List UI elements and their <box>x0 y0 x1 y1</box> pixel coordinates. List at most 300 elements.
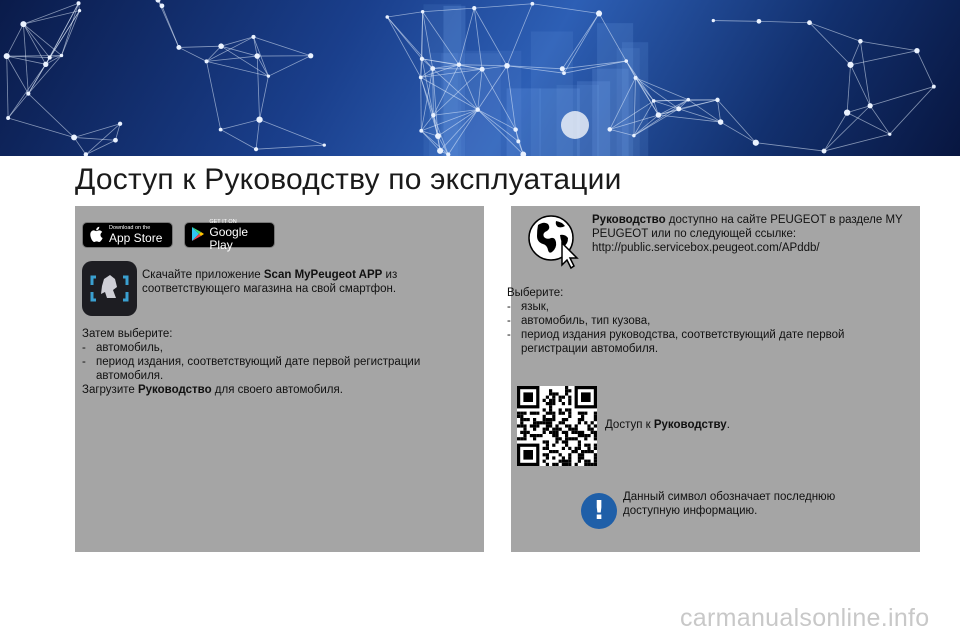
network-link <box>890 87 934 135</box>
qr-module <box>549 392 552 395</box>
qr-module <box>575 450 578 453</box>
network-node <box>160 3 165 8</box>
network-link <box>387 12 422 17</box>
app-download-text <box>142 268 462 296</box>
network-node <box>516 139 520 143</box>
qr-code-icon[interactable] <box>517 386 597 466</box>
qr-module <box>571 431 574 434</box>
network-link <box>256 145 324 149</box>
network-node <box>480 67 485 72</box>
qr-module <box>552 399 555 402</box>
network-node <box>504 63 510 69</box>
qr-module <box>543 428 546 431</box>
network-node <box>254 53 260 59</box>
qr-module <box>591 463 594 466</box>
network-link <box>74 137 115 140</box>
network-node <box>757 19 762 24</box>
network-node <box>807 20 812 25</box>
network-link <box>257 56 268 76</box>
qr-module <box>565 408 568 411</box>
qr-module <box>568 424 571 427</box>
qr-module <box>568 389 571 392</box>
qr-module <box>543 440 546 443</box>
list-item: - автомобиль, <box>82 341 442 355</box>
qr-module <box>555 450 558 453</box>
qr-module <box>575 431 578 434</box>
qr-module <box>520 424 523 427</box>
qr-text-bold: Руководству <box>653 419 727 431</box>
network-link <box>179 46 221 47</box>
qr-module <box>552 463 555 466</box>
network-link <box>74 124 120 138</box>
qr-module <box>552 431 555 434</box>
qr-module <box>565 463 568 466</box>
qr-module <box>578 440 581 443</box>
network-node <box>476 107 480 111</box>
qr-module <box>539 421 542 424</box>
qr-module <box>568 402 571 405</box>
qr-access-text <box>605 418 805 432</box>
select-block <box>507 286 897 356</box>
network-node <box>43 62 48 67</box>
qr-module <box>594 453 597 456</box>
qr-module <box>594 434 597 437</box>
qr-module <box>565 389 568 392</box>
qr-module <box>527 431 530 434</box>
qr-module <box>584 444 587 447</box>
qr-module <box>578 412 581 415</box>
qr-module <box>584 450 587 453</box>
google-play-big: Google Play <box>209 224 249 252</box>
globe-cursor-icon <box>526 213 584 271</box>
network-link <box>207 61 221 129</box>
network-node <box>560 66 565 71</box>
qr-module <box>559 460 562 463</box>
qr-module <box>533 434 536 437</box>
qr-module <box>549 402 552 405</box>
qr-module <box>581 456 584 459</box>
left-list <box>82 341 442 383</box>
qr-module <box>559 428 562 431</box>
network-node <box>753 140 759 146</box>
qr-module <box>546 396 549 399</box>
network-node <box>822 149 827 154</box>
qr-module <box>517 415 520 418</box>
network-node <box>530 2 534 6</box>
qr-module <box>549 431 552 434</box>
qr-finder <box>523 392 533 402</box>
network-link <box>474 4 532 8</box>
qr-module <box>517 437 520 440</box>
qr-module <box>568 447 571 450</box>
network-link <box>207 61 269 76</box>
qr-module <box>562 460 565 463</box>
qr-module <box>555 424 558 427</box>
network-link <box>851 41 861 65</box>
qr-module <box>575 463 578 466</box>
qr-module <box>587 450 590 453</box>
qr-module <box>552 396 555 399</box>
qr-module <box>549 450 552 453</box>
qr-module <box>568 437 571 440</box>
network-node <box>419 75 423 79</box>
qr-module <box>546 402 549 405</box>
qr-module <box>552 412 555 415</box>
building-shape <box>597 23 633 156</box>
qr-module <box>568 463 571 466</box>
network-link <box>810 23 861 42</box>
qr-module <box>533 412 536 415</box>
qr-module <box>581 453 584 456</box>
qr-module <box>568 428 571 431</box>
network-node <box>48 56 52 60</box>
qr-module <box>578 460 581 463</box>
network-link <box>253 37 310 56</box>
network-link <box>870 106 890 134</box>
network-node <box>113 138 118 143</box>
qr-module <box>568 399 571 402</box>
network-node <box>652 99 656 103</box>
qr-module <box>578 453 581 456</box>
qr-module <box>552 434 555 437</box>
right-list <box>507 300 897 356</box>
network-link <box>221 120 260 130</box>
network-node <box>624 59 628 63</box>
qr-module <box>594 463 597 466</box>
qr-module <box>543 418 546 421</box>
qr-module <box>594 444 597 447</box>
network-link <box>7 56 8 118</box>
qr-module <box>581 415 584 418</box>
qr-module <box>555 428 558 431</box>
network-node <box>421 10 424 13</box>
network-node <box>437 148 443 154</box>
app-text-part1: Скачайте приложение <box>142 269 264 281</box>
then-select-label: Затем выберите: <box>82 328 173 340</box>
qr-module <box>549 424 552 427</box>
network-node <box>205 59 209 63</box>
network-node <box>4 53 10 59</box>
network-link <box>179 47 207 61</box>
network-link <box>7 24 24 56</box>
qr-module <box>562 396 565 399</box>
network-link <box>851 51 917 65</box>
qr-text-part2: . <box>726 419 730 431</box>
qr-module <box>575 424 578 427</box>
network-link <box>253 37 257 56</box>
qr-module <box>562 418 565 421</box>
download-part2: для своего автомобиля. <box>211 384 343 396</box>
network-node <box>419 129 423 133</box>
qr-module <box>549 418 552 421</box>
network-node <box>596 10 602 16</box>
header-banner <box>0 0 960 156</box>
qr-module <box>549 408 552 411</box>
qr-text-part1: Доступ к <box>605 419 654 431</box>
network-link <box>221 130 256 150</box>
qr-module <box>587 447 590 450</box>
network-node <box>715 98 719 102</box>
qr-module <box>546 421 549 424</box>
qr-module <box>520 431 523 434</box>
manual-link[interactable]: http://public.servicebox.peugeot.com/APddb/ <box>592 242 820 254</box>
qr-module <box>565 444 568 447</box>
qr-module <box>546 412 549 415</box>
qr-module <box>549 412 552 415</box>
network-node <box>77 1 81 5</box>
qr-module <box>594 456 597 459</box>
network-node <box>676 106 681 111</box>
network-link <box>221 37 253 46</box>
app-text-part2: из соответствующего магазина на свой смартфон. <box>142 269 398 295</box>
app-text-bold: Scan MyPeugeot APP <box>263 269 383 281</box>
network-node <box>868 103 873 108</box>
qr-module <box>555 437 558 440</box>
network-node <box>435 133 441 139</box>
qr-module <box>565 460 568 463</box>
network-node <box>71 134 77 140</box>
qr-module <box>555 463 558 466</box>
qr-module <box>559 453 562 456</box>
select-label: Выберите: <box>507 287 564 299</box>
network-link <box>847 65 850 113</box>
qr-module <box>578 431 581 434</box>
qr-module <box>591 428 594 431</box>
qr-module <box>594 447 597 450</box>
qr-module <box>559 421 562 424</box>
network-link <box>207 46 222 61</box>
network-node <box>932 85 936 89</box>
list-item: - автомобиль, тип кузова, <box>507 314 897 328</box>
network-link <box>23 24 45 64</box>
network-node <box>385 15 389 19</box>
qr-module <box>555 434 558 437</box>
qr-module <box>575 428 578 431</box>
network-node <box>254 147 258 151</box>
qr-module <box>578 421 581 424</box>
network-node <box>686 98 690 102</box>
network-link <box>870 87 934 106</box>
qr-module <box>546 453 549 456</box>
qr-module <box>565 440 568 443</box>
qr-module <box>533 437 536 440</box>
page-title: Доступ к Руководству по эксплуатации <box>75 163 622 196</box>
qr-module <box>578 456 581 459</box>
app-store-badge[interactable] <box>82 222 173 248</box>
network-link <box>86 140 116 154</box>
network-link <box>759 21 810 22</box>
network-link <box>532 4 599 14</box>
qr-module <box>520 418 523 421</box>
qr-module <box>594 412 597 415</box>
qr-module <box>536 424 539 427</box>
app-store-big: App Store <box>109 231 163 245</box>
qr-module <box>562 412 565 415</box>
list-item: - период издания, соответствующий дате первой регистрации автомобиля. <box>82 355 442 383</box>
qr-module <box>565 437 568 440</box>
qr-module <box>562 421 565 424</box>
qr-module <box>520 421 523 424</box>
qr-module <box>523 424 526 427</box>
qr-module <box>587 434 590 437</box>
qr-module <box>549 399 552 402</box>
network-link <box>23 24 28 94</box>
qr-module <box>562 463 565 466</box>
download-manual-text <box>82 383 442 397</box>
qr-module <box>565 431 568 434</box>
right-panel <box>507 206 920 552</box>
network-link <box>721 122 756 143</box>
qr-module <box>520 437 523 440</box>
network-link <box>387 17 420 77</box>
qr-module <box>562 402 565 405</box>
qr-module <box>520 412 523 415</box>
network-graphic <box>0 0 960 156</box>
network-node <box>513 127 517 131</box>
qr-module <box>587 460 590 463</box>
qr-module <box>578 434 581 437</box>
network-node <box>78 9 81 12</box>
qr-module <box>552 415 555 418</box>
qr-module <box>568 456 571 459</box>
light-glow <box>561 111 589 139</box>
network-link <box>756 143 824 151</box>
network-node <box>26 92 30 96</box>
qr-module <box>533 418 536 421</box>
network-link <box>421 77 422 130</box>
qr-module <box>594 424 597 427</box>
network-node <box>634 76 638 80</box>
google-play-badge[interactable] <box>184 218 275 252</box>
qr-module <box>584 421 587 424</box>
qr-module <box>568 408 571 411</box>
qr-module <box>533 424 536 427</box>
qr-module <box>581 450 584 453</box>
network-link <box>860 41 917 50</box>
qr-module <box>552 444 555 447</box>
qr-module <box>578 444 581 447</box>
intro-text: доступно на сайте PEUGEOT в разделе MY PEUGEOT или по следующей ссылке: <box>592 214 903 240</box>
qr-module <box>568 453 571 456</box>
network-node <box>308 53 313 58</box>
qr-module <box>552 456 555 459</box>
qr-module <box>584 437 587 440</box>
qr-module <box>546 447 549 450</box>
qr-module <box>543 421 546 424</box>
qr-module <box>565 418 568 421</box>
qr-module <box>549 389 552 392</box>
network-node <box>607 127 612 132</box>
network-node <box>323 143 326 146</box>
qr-module <box>552 428 555 431</box>
network-link <box>74 137 86 154</box>
qr-module <box>552 392 555 395</box>
qr-module <box>565 434 568 437</box>
qr-module <box>530 434 533 437</box>
network-link <box>23 3 78 24</box>
qr-module <box>565 386 568 389</box>
network-link <box>847 113 890 135</box>
network-link <box>207 56 258 61</box>
qr-module <box>530 424 533 427</box>
qr-module <box>575 447 578 450</box>
qr-module <box>587 428 590 431</box>
network-node <box>858 39 863 44</box>
download-bold: Руководство <box>137 384 212 396</box>
qr-module <box>562 431 565 434</box>
qr-module <box>543 408 546 411</box>
latest-info-note: Данный символ обозначает последнюю доступную информацию. <box>623 491 836 517</box>
qr-module <box>562 440 565 443</box>
qr-module <box>571 428 574 431</box>
qr-module <box>568 460 571 463</box>
download-part1: Загрузите <box>82 384 138 396</box>
qr-module <box>517 424 520 427</box>
qr-module <box>581 418 584 421</box>
network-node <box>60 54 63 57</box>
network-node <box>457 62 461 66</box>
qr-module <box>555 440 558 443</box>
qr-module <box>587 444 590 447</box>
qr-module <box>584 434 587 437</box>
play-icon <box>191 226 205 244</box>
network-link <box>260 76 269 119</box>
qr-module <box>594 431 597 434</box>
network-link <box>260 120 325 146</box>
network-link <box>387 17 422 59</box>
network-node <box>430 66 435 71</box>
qr-module <box>562 447 565 450</box>
qr-module <box>559 396 562 399</box>
network-node <box>251 35 255 39</box>
qr-module <box>533 428 536 431</box>
qr-module <box>536 421 539 424</box>
qr-module <box>581 434 584 437</box>
qr-module <box>594 418 597 421</box>
qr-module <box>568 412 571 415</box>
qr-module <box>571 450 574 453</box>
qr-module <box>594 415 597 418</box>
manual-availability-text <box>592 213 912 255</box>
network-node <box>847 62 853 68</box>
qr-module <box>584 412 587 415</box>
then-select-block <box>82 327 442 397</box>
qr-module <box>546 440 549 443</box>
qr-module <box>565 424 568 427</box>
network-link <box>8 94 28 118</box>
network-node <box>256 116 262 122</box>
qr-module <box>536 412 539 415</box>
network-node <box>420 57 424 61</box>
network-link <box>50 11 80 58</box>
network-node <box>472 6 476 10</box>
qr-module <box>591 421 594 424</box>
qr-module <box>559 412 562 415</box>
exclamation-icon: ! <box>581 493 617 529</box>
intro-bold: Руководство <box>592 214 666 226</box>
qr-module <box>546 428 549 431</box>
qr-module <box>594 460 597 463</box>
network-node <box>267 75 270 78</box>
qr-module <box>581 431 584 434</box>
qr-module <box>539 434 542 437</box>
qr-module <box>559 399 562 402</box>
qr-module <box>543 453 546 456</box>
qr-module <box>546 444 549 447</box>
network-link <box>713 21 759 22</box>
network-link <box>7 56 29 94</box>
qr-module <box>546 456 549 459</box>
